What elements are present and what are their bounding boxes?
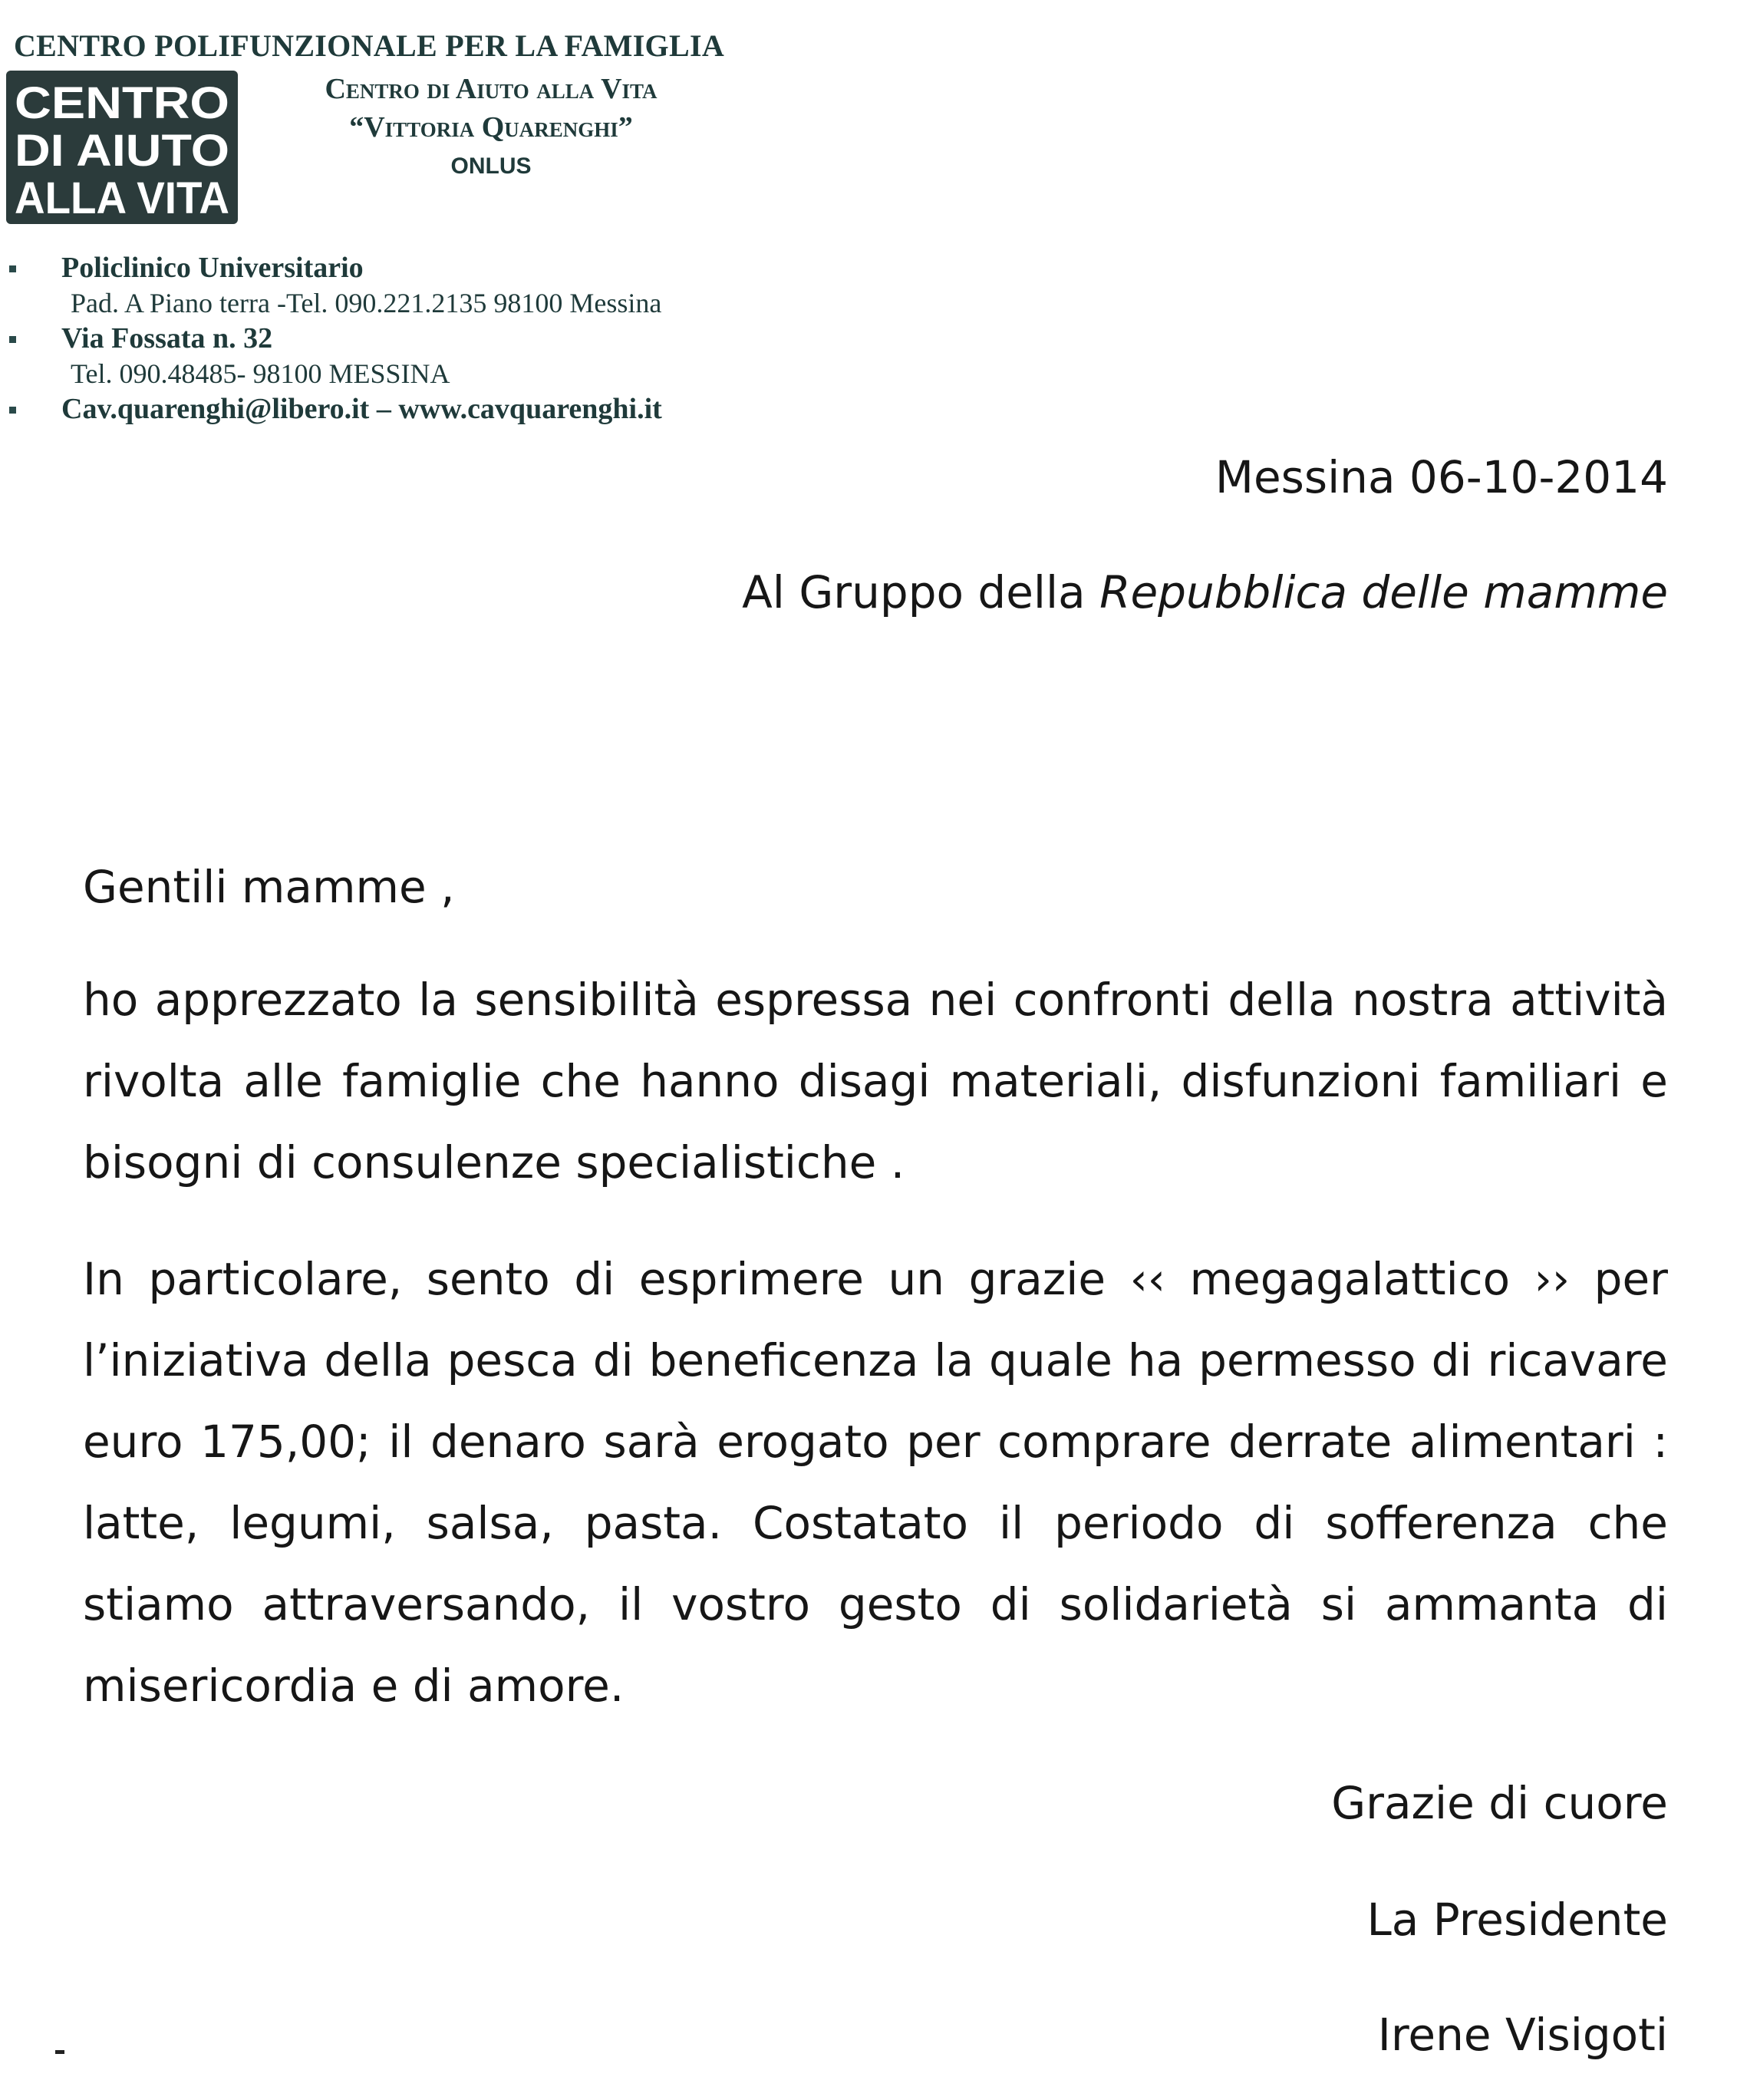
bullet-icon xyxy=(9,336,16,343)
letter-greeting: Gentili mamme , xyxy=(83,861,455,913)
paragraph-appreciation: ho apprezzato la sensibilità espressa nei confronti della nostra attività rivolta alle famiglie che hanno disagi materiali, disfunzioni familiari e bisogni di consulenze specialistiche . xyxy=(83,974,1668,1188)
letter-closing: Grazie di cuore xyxy=(1331,1777,1668,1829)
paragraph-thanks: In particolare, sento di esprimere un grazie ‹‹ megagalattico ›› per l’iniziativa della pesca di beneficenza la quale ha permesso di ricavare euro 175,00; il denaro sarà erogato per comprare derrate alimentari : latte, legumi, salsa, pasta. Costatato il periodo di sofferenza che stiamo attraversando, il vostro gesto di solidarietà si ammanta di misericordia e di amore. xyxy=(83,1253,1668,1712)
bullet-icon xyxy=(9,407,16,414)
logo-line-2: DI AIUTO xyxy=(15,126,229,176)
signer-role: La Presidente xyxy=(1366,1894,1668,1946)
center-name: Centro di Aiuto alla Vita xyxy=(325,73,658,105)
signer-name: Irene Visigoti xyxy=(1377,2009,1668,2061)
contact-main: Policlinico Universitario xyxy=(61,252,364,284)
scan-speck xyxy=(55,2050,64,2054)
letter-recipient xyxy=(742,566,1668,618)
center-name-block xyxy=(261,72,721,180)
contact-main: Via Fossata n. 32 xyxy=(61,322,273,354)
letter-date: Messina 06-10-2014 xyxy=(1215,451,1668,503)
recipient-prefix: Al Gruppo della xyxy=(742,566,1100,618)
contact-item-email-web xyxy=(0,391,844,427)
logo-line-3: ALLA VITA xyxy=(15,173,229,223)
contact-list xyxy=(0,250,844,427)
logo-line-1: CENTRO xyxy=(15,78,229,128)
cav-logo-graphic xyxy=(6,71,238,224)
organization-title: CENTRO POLIFUNZIONALE PER LA FAMIGLIA xyxy=(14,28,725,63)
recipient-group-name: Repubblica delle mamme xyxy=(1099,566,1668,618)
onlus-label: ONLUS xyxy=(450,153,532,179)
contact-sub: Tel. 090.48485- 98100 MESSINA xyxy=(71,358,450,389)
contact-item-policlinico xyxy=(0,250,844,321)
contact-email-website: Cav.quarenghi@libero.it – www.cavquarenghi.it xyxy=(61,393,662,425)
cav-logo-icon xyxy=(6,71,238,224)
center-dedication: “Vittoria Quarenghi” xyxy=(349,111,633,143)
letterhead xyxy=(0,0,844,460)
contact-sub: Pad. A Piano terra -Tel. 090.221.2135 98100 Messina xyxy=(71,288,662,318)
contact-item-via-fossata xyxy=(0,321,844,391)
bullet-icon xyxy=(9,265,16,272)
